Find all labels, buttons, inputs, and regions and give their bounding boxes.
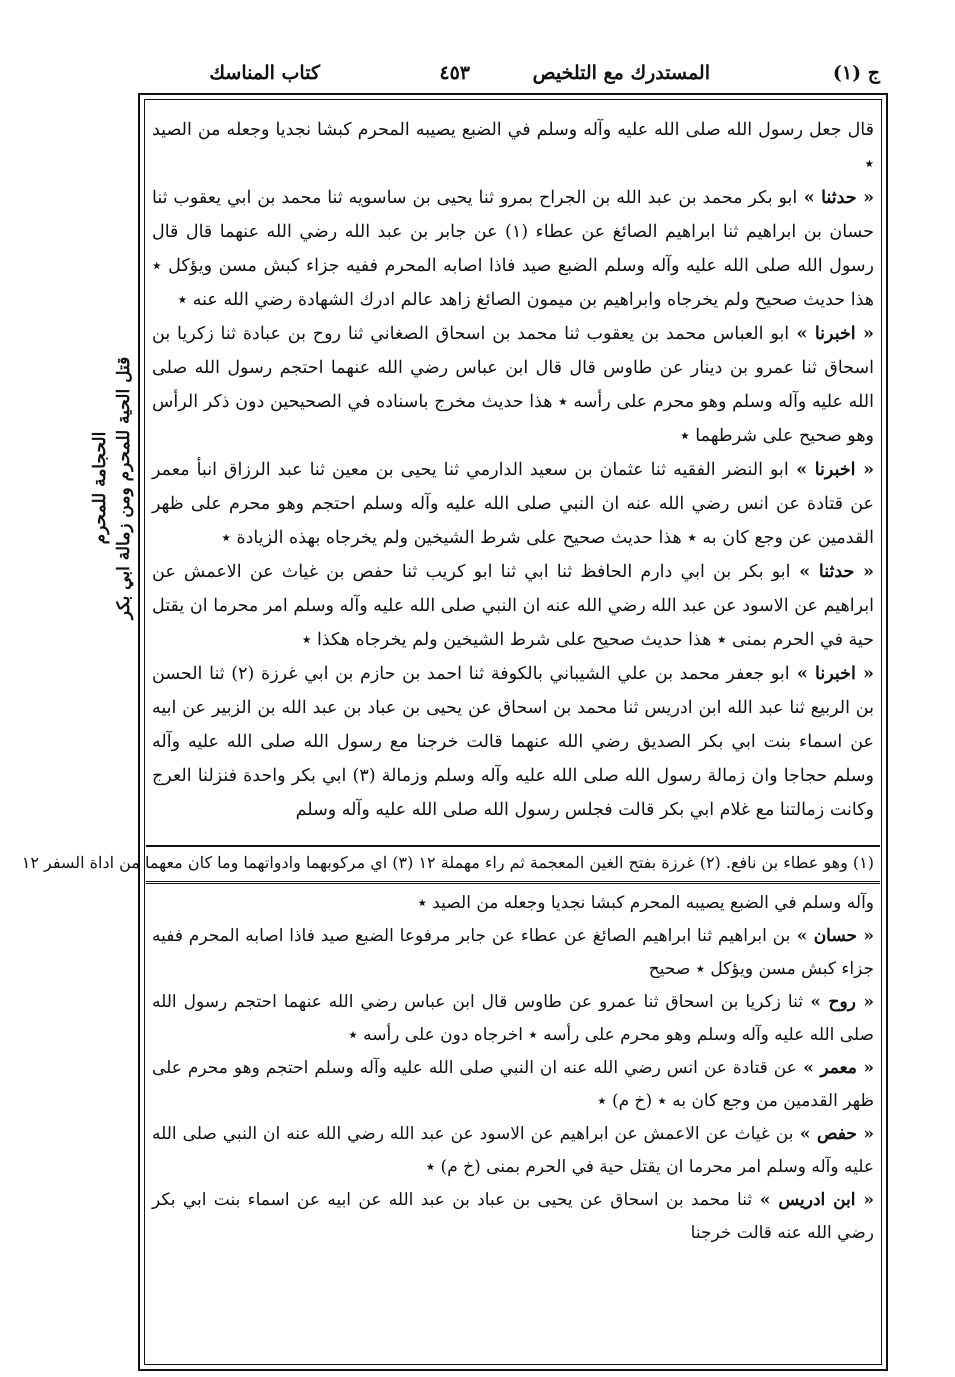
summary-paragraph [152, 1184, 874, 1250]
margin-note-line-2: قتل الحية للمحرم ومن زمالة ابي بكر [114, 356, 134, 620]
paragraph-text: ابو العباس محمد بن يعقوب ثنا محمد بن اسحاق الصغاني ثنا روح بن عبادة ثنا زكريا بن اسحاق ثنا عمرو بن دينار عن طاوس قال قال ابن عباس رضي الله عنهما احتجم رسول الله صلى الله عليه وآله وسلم وهو محرم على رأسه ٭ هذا حديث مخرج باسناده في الصحيحين دون ذكر الرأس وهو صحيح على شرطهما ٭ [152, 324, 874, 446]
footnotes: (١) وهو عطاء بن نافع. (٢) غرزة بفتح الغين المعجمة ثم راء مهملة ١٢ (٣) اي مركوبهما وادواتهما وما كان معهما من اداة السفر ١٢ [21, 853, 874, 872]
margin-note-line-1: الحجامة للمحرم [90, 431, 110, 545]
summary-lead: « معمر » [797, 1058, 874, 1078]
summary-text: ثنا محمد بن اسحاق عن يحيى بن عباد بن عبد الله عن ابيه عن اسماء بنت ابي بكر رضي الله عنه قالت خرجنا [152, 1190, 874, 1243]
summary-lead: « روح » [803, 992, 874, 1012]
margin-note-text [88, 278, 136, 698]
paragraph [152, 113, 874, 181]
summary-text: عن قتادة عن انس رضي الله عنه ان النبي صلى الله عليه وآله وسلم احتجم وهو محرم على ظهر القدمين من وجع كان به ٭ (خ م) ٭ [152, 1058, 874, 1111]
paragraph-lead: « اخبرنا » [790, 664, 874, 684]
summary-paragraph [152, 920, 874, 986]
margin-note [88, 278, 136, 698]
paragraph [152, 317, 874, 453]
talkhis-summary [152, 887, 874, 1250]
summary-paragraph [152, 1118, 874, 1184]
paragraph-lead: « اخبرنا » [789, 324, 874, 344]
paragraph-text: ابو بكر محمد بن عبد الله بن الجراح بمرو ثنا يحيى بن ساسويه ثنا محمد بن ابي يعقوب ثنا حسان بن ابراهيم ثنا ابراهيم الصائغ عن عطاء (١) عن جابر بن عبد الله رضي الله عنهما قال قال رسول الله صلى الله عليه وآله وسلم الضبع صيد فاذا اصابه المحرم ففيه جزاء كبش مسن ويؤكل ٭ هذا حديث صحيح ولم يخرجاه وابراهيم بن ميمون الصائغ زاهد عالم ادرك الشهادة رضي الله عنه ٭ [152, 188, 874, 310]
page-number: ٤٥٣ [439, 62, 470, 84]
summary-divider [146, 881, 880, 884]
paragraph [152, 555, 874, 657]
page-header [150, 58, 880, 92]
summary-lead: « حسان » [790, 926, 874, 946]
summary-lead: « حفص » [793, 1124, 874, 1144]
paragraph [152, 453, 874, 555]
footnote-divider [146, 845, 880, 847]
summary-text: وآله وسلم في الضبع يصيبه المحرم كبشا نجديا وجعله من الصيد ٭ [417, 893, 874, 913]
paragraph-text: ابو بكر بن ابي دارم الحافظ ثنا ابي ثنا ابو كريب ثنا حفص بن غياث عن الاعمش عن ابراهيم عن الاسود عن عبد الله رضي الله عنه ان النبي صلى الله عليه وآله وسلم امر محرما ان يقتل حية في الحرم بمنى ٭ هذا حديث صحيح على شرط الشيخين ولم يخرجاه هكذا ٭ [152, 562, 874, 650]
summary-text: بن غياث عن الاعمش عن ابراهيم عن الاسود عن عبد الله رضي الله عنه ان النبي صلى الله عليه وآله وسلم امر محرما ان يقتل حية في الحرم بمنى (خ م) ٭ [152, 1124, 874, 1177]
paragraph-text: قال جعل رسول الله صلى الله عليه وآله وسلم في الضبع يصيبه المحرم كبشا نجديا وجعله من الصيد ٭ [152, 120, 874, 174]
paragraph-lead: « اخبرنا » [789, 460, 874, 480]
book-title: المستدرك مع التلخيص [532, 62, 710, 84]
volume-label: ج (١) [832, 62, 880, 84]
summary-lead: « ابن ادريس » [752, 1190, 874, 1210]
paragraph-lead: « حدثنا » [797, 188, 874, 208]
paragraph-lead: « حدثنا » [791, 562, 874, 582]
paragraph-text: ابو النضر الفقيه ثنا عثمان بن سعيد الدارمي ثنا يحيى بن معين ثنا عبد الرزاق انبأ معمر عن قتادة عن انس رضي الله عنه ان النبي صلى الله عليه وآله وسلم احتجم وهو محرم على ظهر القدمين عن وجع كان به ٭ هذا حديث صحيح على شرط الشيخين ولم يخرجاه بهذه الزيادة ٭ [152, 460, 874, 548]
summary-paragraph [152, 1052, 874, 1118]
summary-paragraph [152, 887, 874, 920]
summary-text: ثنا زكريا بن اسحاق ثنا عمرو عن طاوس قال ابن عباس رضي الله عنهما احتجم رسول الله صلى الله عليه وآله وسلم وهو محرم على رأسه ٭ اخرجاه دون على رأسه ٭ [152, 992, 874, 1045]
paragraph-text: ابو جعفر محمد بن علي الشيباني بالكوفة ثنا احمد بن حازم بن ابي غرزة (٢) ثنا الحسن بن الربيع ثنا عبد الله ابن ادريس ثنا محمد بن اسحاق عن يحيى بن عباد بن عبد الله بن الزبير عن ابيه عن اسماء بنت ابي بكر الصديق رضي الله عنهما قالت خرجنا مع رسول الله صلى الله عليه وآله وسلم حجاجا وان زمالة رسول الله صلى الله عليه وآله وسلم وزمالة (٣) ابي بكر واحدة فنزلنا العرج وكانت زمالتنا مع غلام ابي بكر قالت فجلس رسول الله صلى الله عليه وآله وسلم [152, 664, 874, 820]
main-text [152, 113, 874, 827]
chapter-title: كتاب المناسك [209, 62, 320, 84]
paragraph [152, 181, 874, 317]
summary-text: بن ابراهيم ثنا ابراهيم الصائغ عن عطاء عن جابر مرفوعا الضبع صيد فاذا اصابه المحرم ففيه جزاء كبش مسن ويؤكل ٭ صحيح [152, 926, 874, 979]
paragraph [152, 657, 874, 827]
summary-paragraph [152, 986, 874, 1052]
